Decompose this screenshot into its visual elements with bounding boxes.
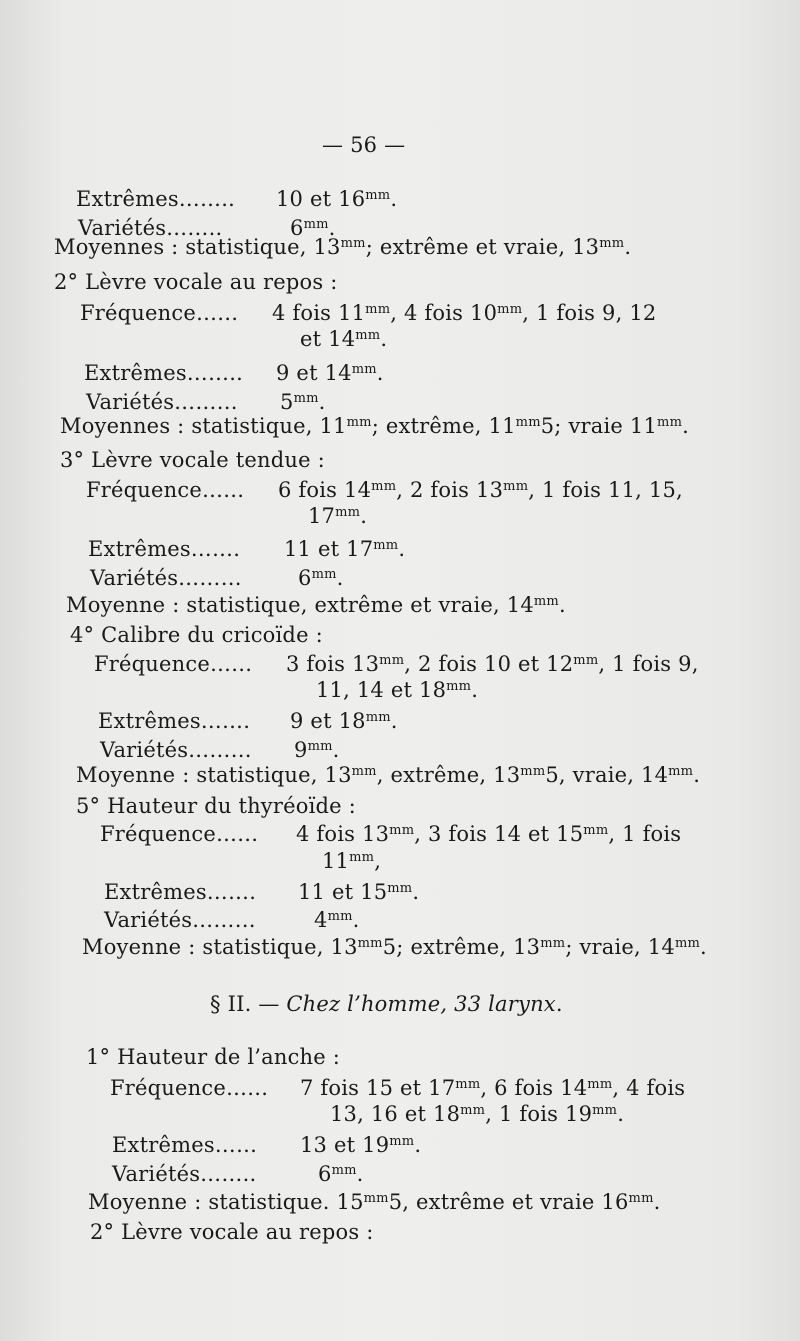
value-text: , 6 fois 14	[480, 1076, 588, 1100]
row-label: Extrêmes……..	[76, 187, 235, 211]
unit-mm: mm	[592, 1102, 618, 1118]
unit-mm: mm	[351, 361, 377, 377]
value-text: , 1 fois 11, 15,	[528, 478, 683, 502]
line-text: 5; extrême, 13	[382, 935, 541, 959]
row-label: Variétés………	[104, 908, 256, 932]
line-text: Moyennes : statistique, 11	[60, 414, 347, 438]
line-text: Moyenne : statistique. 15	[88, 1190, 364, 1214]
text-line	[112, 1132, 422, 1158]
line-text: ; extrême et vraie, 13	[365, 235, 600, 259]
value-text: , 1 fois	[608, 822, 682, 846]
row-label: Variétés………	[90, 566, 242, 590]
value-text: 6	[290, 216, 304, 240]
value-text: , 1 fois 9, 12	[522, 301, 657, 325]
text-line	[104, 907, 360, 933]
text-line	[322, 848, 381, 874]
text-line	[104, 879, 420, 905]
line-text: .	[693, 763, 701, 787]
value-text: .	[332, 738, 340, 762]
text-line	[70, 622, 323, 648]
text-line	[90, 1219, 374, 1245]
unit-mm: mm	[293, 390, 319, 406]
row-value	[286, 651, 699, 677]
value-text: .	[390, 187, 398, 211]
unit-mm: mm	[455, 1076, 481, 1092]
value-text: , 4 fois	[612, 1076, 686, 1100]
row-value	[300, 1132, 421, 1158]
text-line	[110, 1075, 686, 1101]
text-line	[86, 477, 683, 503]
unit-mm: mm	[446, 678, 472, 694]
line-text: 13, 16 et 18	[330, 1102, 461, 1126]
line-text: 5, extrême et vraie 16	[388, 1190, 629, 1214]
unit-mm: mm	[460, 1102, 486, 1118]
value-text: .	[328, 216, 336, 240]
unit-mm: mm	[349, 849, 375, 865]
italic-text: Chez l’homme, 33 larynx	[286, 992, 556, 1016]
line-text: 11	[322, 849, 350, 873]
row-label: Variétés………	[100, 738, 252, 762]
text-line	[316, 677, 478, 703]
value-text: 13 et 19	[300, 1133, 390, 1157]
line-text: Moyenne : statistique, 13	[76, 763, 352, 787]
text-line	[88, 1189, 661, 1215]
line-text: .	[471, 678, 479, 702]
unit-mm: mm	[355, 327, 381, 343]
row-value	[290, 708, 398, 734]
line-text: , extrême, 13	[376, 763, 521, 787]
value-text: 6 fois 14	[278, 478, 372, 502]
unit-mm: mm	[599, 235, 625, 251]
unit-mm: mm	[573, 652, 599, 668]
line-text: 17	[308, 504, 336, 528]
text-line	[60, 447, 325, 473]
line-text: 3° Lèvre vocale tendue :	[60, 448, 325, 472]
line-text: .	[617, 1102, 625, 1126]
text-line	[94, 651, 699, 677]
text-line	[100, 821, 682, 847]
line-text: 5° Hauteur du thyréoïde :	[76, 794, 356, 818]
text-line	[82, 934, 707, 960]
value-text: 6	[318, 1162, 332, 1186]
row-label: Fréquence……	[94, 652, 253, 676]
text-line	[66, 592, 566, 618]
row-value	[294, 737, 340, 763]
row-value	[300, 1075, 685, 1101]
unit-mm: mm	[587, 1076, 613, 1092]
line-text: Moyenne : statistique, extrême et vraie, 14	[66, 593, 534, 617]
unit-mm: mm	[346, 414, 372, 430]
value-text: 11 et 17	[284, 537, 374, 561]
text-line	[210, 991, 563, 1017]
unit-mm: mm	[379, 652, 405, 668]
row-value	[280, 389, 326, 415]
row-label: Fréquence……	[86, 478, 245, 502]
value-text: , 1 fois 9,	[598, 652, 699, 676]
text-line	[308, 503, 367, 529]
unit-mm: mm	[335, 504, 361, 520]
text-line	[54, 269, 338, 295]
unit-mm: mm	[389, 1133, 415, 1149]
line-text: .	[555, 992, 563, 1016]
row-value	[272, 300, 656, 326]
line-text: 5; vraie 11	[540, 414, 658, 438]
value-text: .	[376, 361, 384, 385]
value-text: 10 et 16	[276, 187, 366, 211]
row-label: Extrêmes…….	[104, 880, 257, 904]
value-text: , 3 fois 14 et 15	[414, 822, 584, 846]
line-text: et 14	[300, 327, 356, 351]
unit-mm: mm	[515, 414, 541, 430]
value-text: 5	[280, 390, 294, 414]
row-value	[296, 821, 681, 847]
unit-mm: mm	[351, 763, 377, 779]
text-line	[88, 536, 406, 562]
row-label: Variétés……..	[78, 216, 223, 240]
text-line	[76, 762, 700, 788]
unit-mm: mm	[668, 763, 694, 779]
value-text: .	[414, 1133, 422, 1157]
line-text: .	[360, 504, 368, 528]
value-text: .	[398, 537, 406, 561]
unit-mm: mm	[363, 1190, 389, 1206]
row-value	[318, 1161, 364, 1187]
value-text: , 4 fois 10	[390, 301, 498, 325]
row-value	[298, 879, 419, 905]
row-label: Fréquence……	[80, 301, 239, 325]
text-line	[90, 565, 344, 591]
unit-mm: mm	[340, 235, 366, 251]
unit-mm: mm	[583, 822, 609, 838]
row-label: Extrêmes……..	[84, 361, 243, 385]
text-line	[98, 708, 398, 734]
line-text: 2° Lèvre vocale au repos :	[54, 270, 338, 294]
row-value	[298, 565, 344, 591]
unit-mm: mm	[674, 935, 701, 951]
value-text: 4 fois 13	[296, 822, 390, 846]
text-line	[80, 300, 657, 326]
text-line	[330, 1101, 624, 1127]
value-text: 9 et 14	[276, 361, 352, 385]
unit-mm: mm	[657, 414, 683, 430]
unit-mm: mm	[373, 537, 399, 553]
value-text: 9	[294, 738, 308, 762]
text-line	[86, 389, 326, 415]
value-text: .	[318, 390, 326, 414]
value-text: .	[336, 566, 344, 590]
unit-mm: mm	[540, 935, 566, 951]
value-text: , 2 fois 13	[396, 478, 504, 502]
value-text: 7 fois 15 et 17	[300, 1076, 456, 1100]
row-value	[314, 907, 360, 933]
row-label: Variétés……..	[112, 1162, 257, 1186]
unit-mm: mm	[371, 478, 397, 494]
row-value	[284, 536, 405, 562]
unit-mm: mm	[311, 566, 337, 582]
unit-mm: mm	[387, 880, 413, 896]
value-text: .	[390, 709, 398, 733]
value-text: 6	[298, 566, 312, 590]
text-line	[76, 793, 356, 819]
text-line	[100, 737, 340, 763]
unit-mm: mm	[357, 935, 383, 951]
text-line	[300, 326, 387, 352]
line-text: ; vraie, 14	[565, 935, 675, 959]
line-text: .	[653, 1190, 661, 1214]
row-label: Extrêmes…….	[98, 709, 251, 733]
line-text: , 1 fois 19	[485, 1102, 593, 1126]
value-text: , 2 fois 10 et 12	[404, 652, 574, 676]
line-text: .	[624, 235, 632, 259]
line-text: .	[700, 935, 707, 959]
line-text: Moyenne : statistique, 13	[82, 935, 358, 959]
line-text: Moyennes : statistique, 13	[54, 235, 341, 259]
value-text: 11 et 15	[298, 880, 388, 904]
unit-mm: mm	[497, 301, 523, 317]
line-text: 2° Lèvre vocale au repos :	[90, 1220, 374, 1244]
value-text: 9 et 18	[290, 709, 366, 733]
line-text: 5, vraie, 14	[545, 763, 669, 787]
unit-mm: mm	[520, 763, 546, 779]
row-label: Fréquence……	[100, 822, 259, 846]
row-label: Extrêmes…….	[88, 537, 241, 561]
unit-mm: mm	[628, 1190, 654, 1206]
text-line	[112, 1161, 364, 1187]
unit-mm: mm	[303, 216, 329, 232]
row-value	[276, 360, 384, 386]
text-line	[86, 1044, 340, 1070]
line-text: 11, 14 et 18	[316, 678, 447, 702]
unit-mm: mm	[533, 593, 559, 609]
row-label: Variétés………	[86, 390, 238, 414]
value-text: 4 fois 11	[272, 301, 366, 325]
value-text: 4	[314, 908, 328, 932]
row-label: Fréquence……	[110, 1076, 269, 1100]
row-label: Extrêmes……	[112, 1133, 258, 1157]
page-number: — 56 —	[322, 133, 406, 157]
row-value	[276, 186, 397, 212]
text-line	[54, 234, 631, 260]
unit-mm: mm	[331, 1162, 357, 1178]
line-text: § II. —	[210, 992, 287, 1016]
unit-mm: mm	[503, 478, 529, 494]
line-text: ; extrême, 11	[371, 414, 516, 438]
text-line	[60, 413, 689, 439]
unit-mm: mm	[365, 301, 391, 317]
line-text: 4° Calibre du cricoïde :	[70, 623, 323, 647]
value-text: .	[352, 908, 360, 932]
unit-mm: mm	[327, 908, 353, 924]
line-text: ,	[374, 849, 382, 873]
value-text: .	[412, 880, 420, 904]
line-text: .	[558, 593, 566, 617]
text-line	[76, 186, 398, 212]
line-text: 1° Hauteur de l’anche :	[86, 1045, 341, 1069]
unit-mm: mm	[389, 822, 415, 838]
unit-mm: mm	[307, 738, 333, 754]
line-text: .	[682, 414, 690, 438]
value-text: 3 fois 13	[286, 652, 380, 676]
line-text: .	[380, 327, 388, 351]
unit-mm: mm	[365, 709, 391, 725]
unit-mm: mm	[365, 187, 391, 203]
row-value	[278, 477, 683, 503]
text-line	[84, 360, 384, 386]
value-text: .	[356, 1162, 364, 1186]
